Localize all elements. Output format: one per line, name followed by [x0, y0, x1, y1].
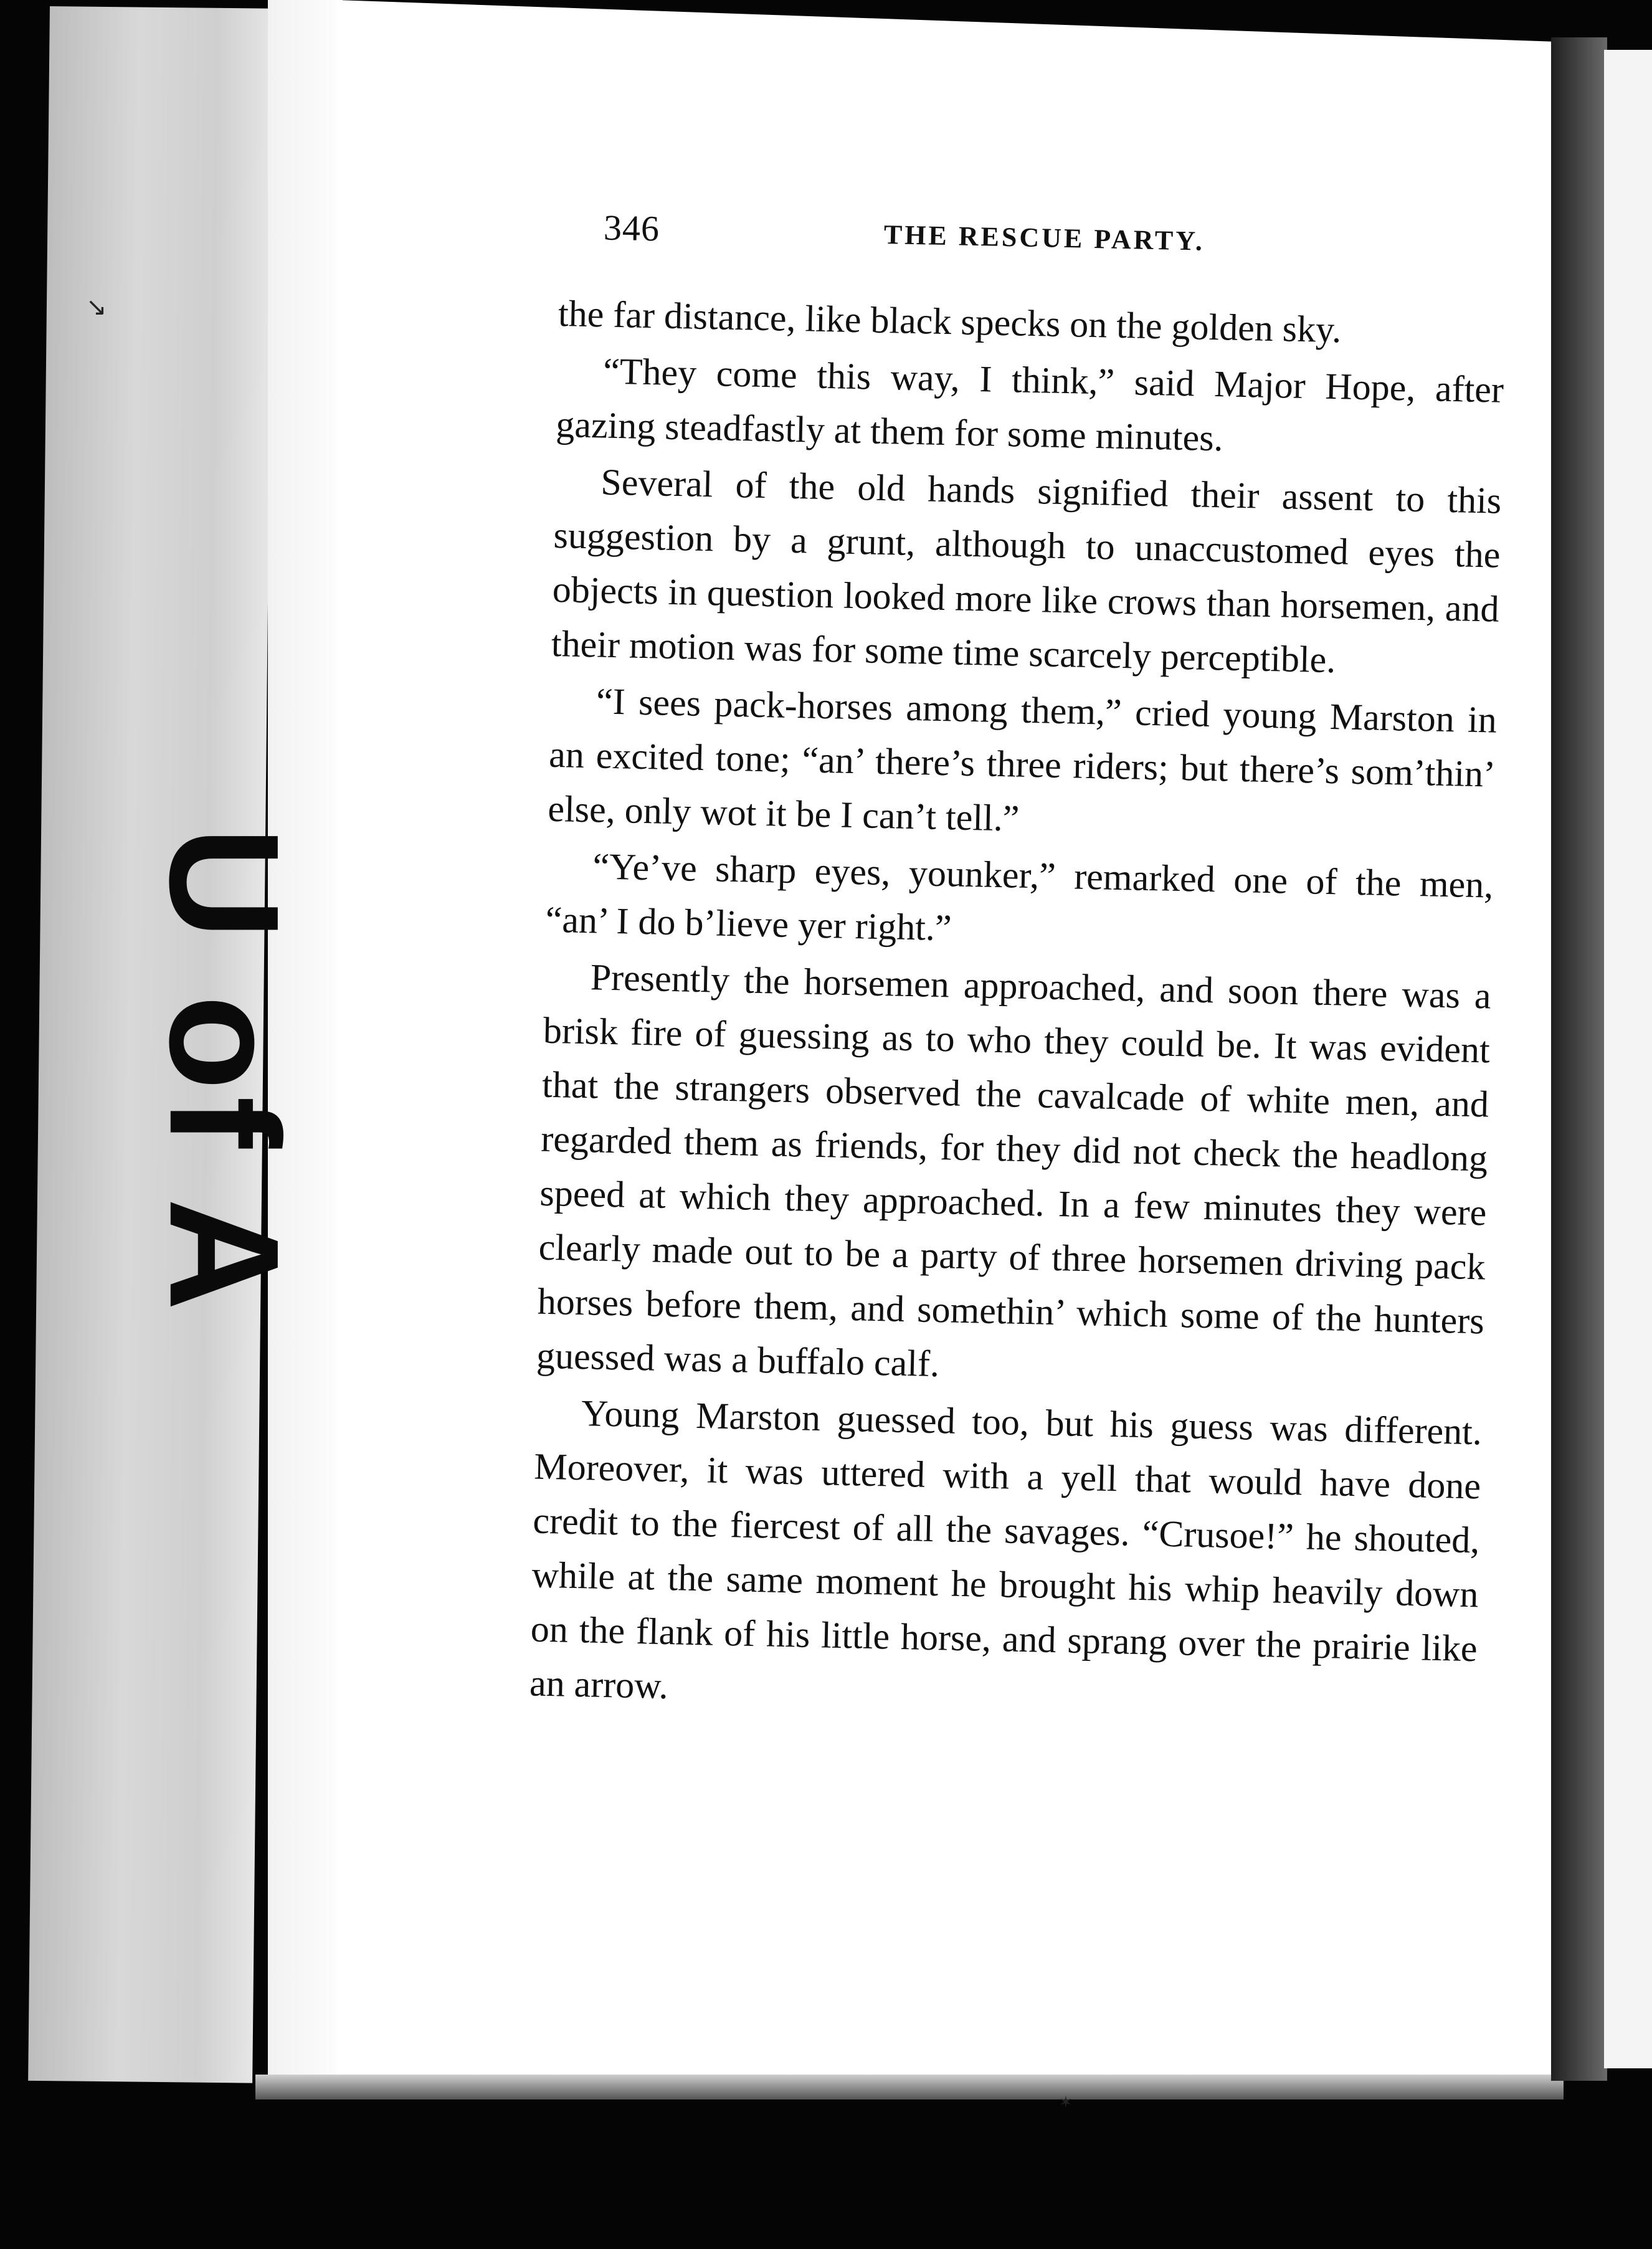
paragraph: the far distance, like black specks on the golden sky.	[558, 292, 1342, 351]
paragraph: “Ye’ve sharp eyes, younker,” remarked one of the men, “an’ I do b’lieve yer right.”	[545, 845, 1494, 949]
page-right-shadow	[1551, 37, 1607, 2081]
paragraph: “I sees pack-horses among them,” cried young Marston in an excited tone; “an’ there’s three riders; but there’s som’thin’ else, only wot it be I can’t tell.”	[547, 680, 1498, 839]
paragraph: Several of the old hands signified their assent to this suggestion by a grunt, although to unaccustomed eyes the objects in question looked more like crows than horsemen, and their motion was for some time scarcely perceptible.	[551, 461, 1502, 681]
library-stamp	[118, 797, 330, 1346]
scan-speck-mark: ↘	[86, 293, 107, 321]
paragraph: Presently the horsemen approached, and soon there was a brisk fire of guessing as to who they could be. It was evident that the strangers observed the cavalcade of white men, and regarded them as friends, for they did not check the headlong speed at which they approached. In a few minutes they were clearly made out to be a party of three horsemen driving pack horses before them, and somethin’ which some of the hunters guessed was a buffalo calf.	[536, 956, 1492, 1385]
paragraph: Young Marston guessed too, but his guess was different. Moreover, it was uttered with a yell that would have done credit to the fiercest of all the savages. “Crusoe!” he shouted, while at the same moment he brought his whip heavily down on the flank of his little horse, and sprang over the prairie like an arrow.	[529, 1392, 1483, 1707]
paragraph: “They come this way, I think,” said Major Hope, after gazing steadfastly at them for some minutes.	[555, 350, 1504, 459]
page-bottom-edge	[255, 2075, 1564, 2099]
running-head: THE RESCUE PARTY.	[883, 219, 1205, 257]
next-leaf-edge	[1604, 50, 1652, 2068]
text-block	[529, 199, 1507, 1730]
library-stamp-text: U of A	[137, 826, 311, 1317]
scan-speck-mark: ✶	[1059, 2093, 1073, 2112]
page-number: 346	[603, 207, 660, 249]
